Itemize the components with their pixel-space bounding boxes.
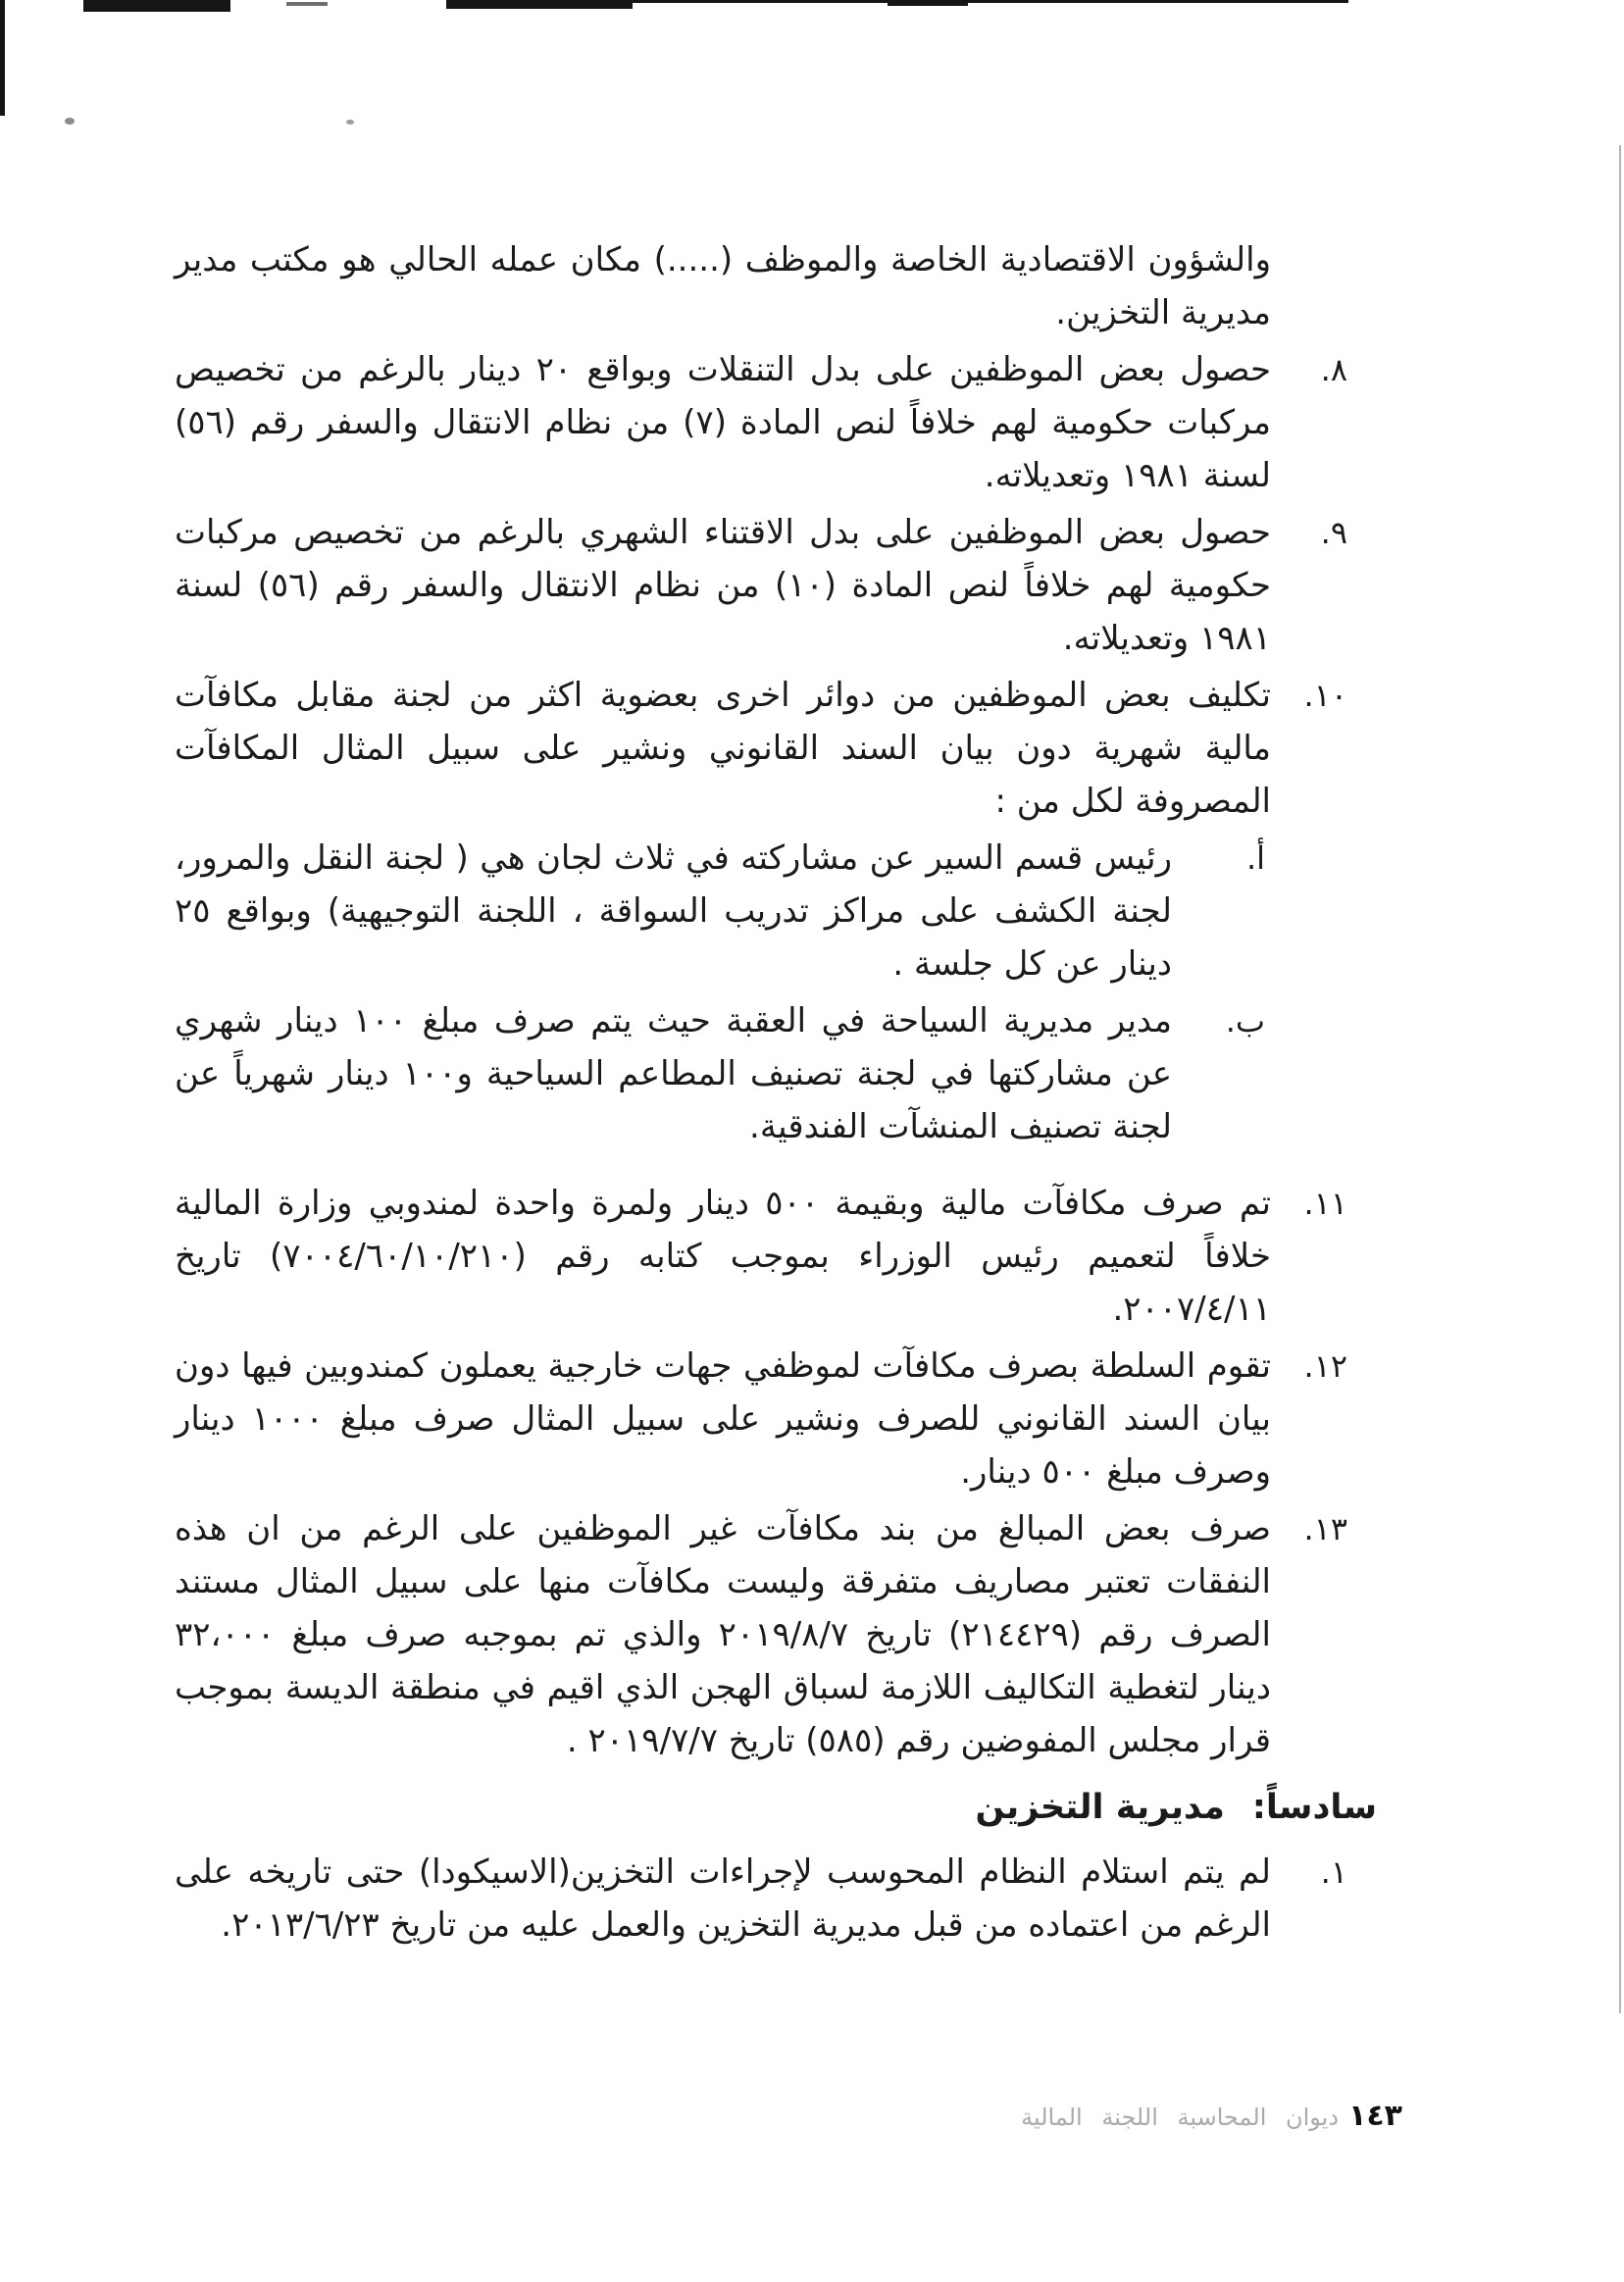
list-item [175,1502,1351,1767]
scan-artifact-speck [346,120,354,125]
section-heading-prefix: سادساً: [1251,1788,1377,1827]
footer-stamp: ديوان المحاسبة اللجنة المالية [1021,2104,1340,2131]
scan-artifact-speck [65,118,75,125]
item-text: صرف بعض المبالغ من بند مكافآت غير الموظفين على الرغم من ان هذه النفقات تعتبر مصاريف متفرقة وليست مكافآت منها على سبيل المثال مستند الصرف رقم (٢١٤٤٢٩) تاريخ ٢٠١٩/٨/٧ والذي تم بموجبه صرف مبلغ ٣٢،٠٠٠ دينار لتغطية التكاليف اللازمة لسباق الهجن الذي اقيم في منطقة الديسة بموجب قرار مجلس المفوضين رقم (٥٨٥) تاريخ ٢٠١٩/٧/٧ . [175,1509,1271,1760]
sub-item-text: رئيس قسم السير عن مشاركته في ثلاث لجان هي ( لجنة النقل والمرور، لجنة الكشف على مراكز تدريب السواقة ، اللجنة التوجيهية) وبواقع ٢٥ دينار عن كل جلسة . [175,838,1172,984]
scan-artifact-top-blob [446,0,633,9]
item-text: لم يتم استلام النظام المحوسب لإجراءات التخزين(الاسيكودا) حتى تاريخه على الرغم من اعتماده من قبل مديرية التخزين والعمل عليه من تاريخ ٢٠١٣/٦/٢٣. [175,1852,1271,1945]
page-footer [1021,2099,1402,2133]
scan-artifact-top-line [633,0,1348,3]
item-number: ١٠. [1303,677,1347,714]
item-number [1271,233,1351,339]
sub-item-letter: ب. [1225,1002,1265,1040]
paragraph-continuation [175,233,1351,339]
item-text: والشؤون الاقتصادية الخاصة والموظف (.....) مكان عمله الحالي هو مكتب مدير مديرية التخزين. [175,240,1271,332]
page-number: ١٤٣ [1348,2099,1402,2133]
scan-artifact-top-blob [83,0,230,12]
section-heading-title: مديرية التخزين [975,1788,1225,1827]
scan-artifact-top-tick [888,0,968,6]
list-item [175,506,1351,665]
document-body [175,233,1377,1955]
item-number: ١٢. [1303,1347,1347,1385]
list-item [175,1340,1351,1498]
sub-item-letter: أ. [1245,839,1265,877]
sub-item-text: مدير مديرية السياحة في العقبة حيث يتم صرف مبلغ ١٠٠ دينار شهري عن مشاركتها في لجنة تصنيف المطاعم السياحية و١٠٠ دينار شهرياً عن لجنة تصنيف المنشآت الفندقية. [175,1001,1172,1146]
item-number: ٨. [1320,351,1347,388]
item-text: حصول بعض الموظفين على بدل التنقلات وبواقع ٢٠ دينار بالرغم من تخصيص مركبات حكومية لهم خلافاً لنص المادة (٧) من نظام الانتقال والسفر رقم (٥٦) لسنة ١٩٨١ وتعديلاته. [175,350,1272,495]
scan-artifact-left-bar [0,0,5,116]
scan-artifact-top-dash [286,2,328,6]
item-number: ١٣. [1303,1510,1347,1547]
list-item [175,343,1351,502]
item-text: تم صرف مكافآت مالية وبقيمة ٥٠٠ دينار ولمرة واحدة لمندوبي وزارة المالية خلافاً لتعميم رئيس الوزراء بموجب كتابه رقم (٧٠٠٤/٦٠/١٠/٢١٠) تاريخ ٢٠٠٧/٤/١١. [175,1184,1271,1329]
sub-list-item [175,994,1275,1153]
item-number: ١١. [1303,1185,1347,1222]
scan-artifact-right-line [1619,145,1621,2013]
list-item [175,1177,1351,1336]
item-text: حصول بعض الموظفين على بدل الاقتناء الشهري بالرغم من تخصيص مركبات حكومية لهم خلافاً لنص المادة (١٠) من نظام الانتقال والسفر رقم (٥٦) لسنة ١٩٨١ وتعديلاته. [175,513,1271,658]
item-number: ١. [1320,1853,1347,1891]
section-heading [175,1779,1377,1836]
sub-list-item [175,832,1275,990]
item-text: تقوم السلطة بصرف مكافآت لموظفي جهات خارجية يعملون كمندوبين فيها دون بيان السند القانوني للصرف ونشير على سبيل المثال صرف مبلغ ١٠٠٠ دينار وصرف مبلغ ٥٠٠ دينار. [175,1346,1272,1492]
item-text: تكليف بعض الموظفين من دوائر اخرى بعضوية اكثر من لجنة مقابل مكافآت مالية شهرية دون بيان السند القانوني ونشير على سبيل المثال المكافآت المصروفة لكل من : [175,676,1271,821]
item-number: ٩. [1320,514,1347,551]
list-item [175,1846,1351,1952]
list-item [175,669,1351,828]
